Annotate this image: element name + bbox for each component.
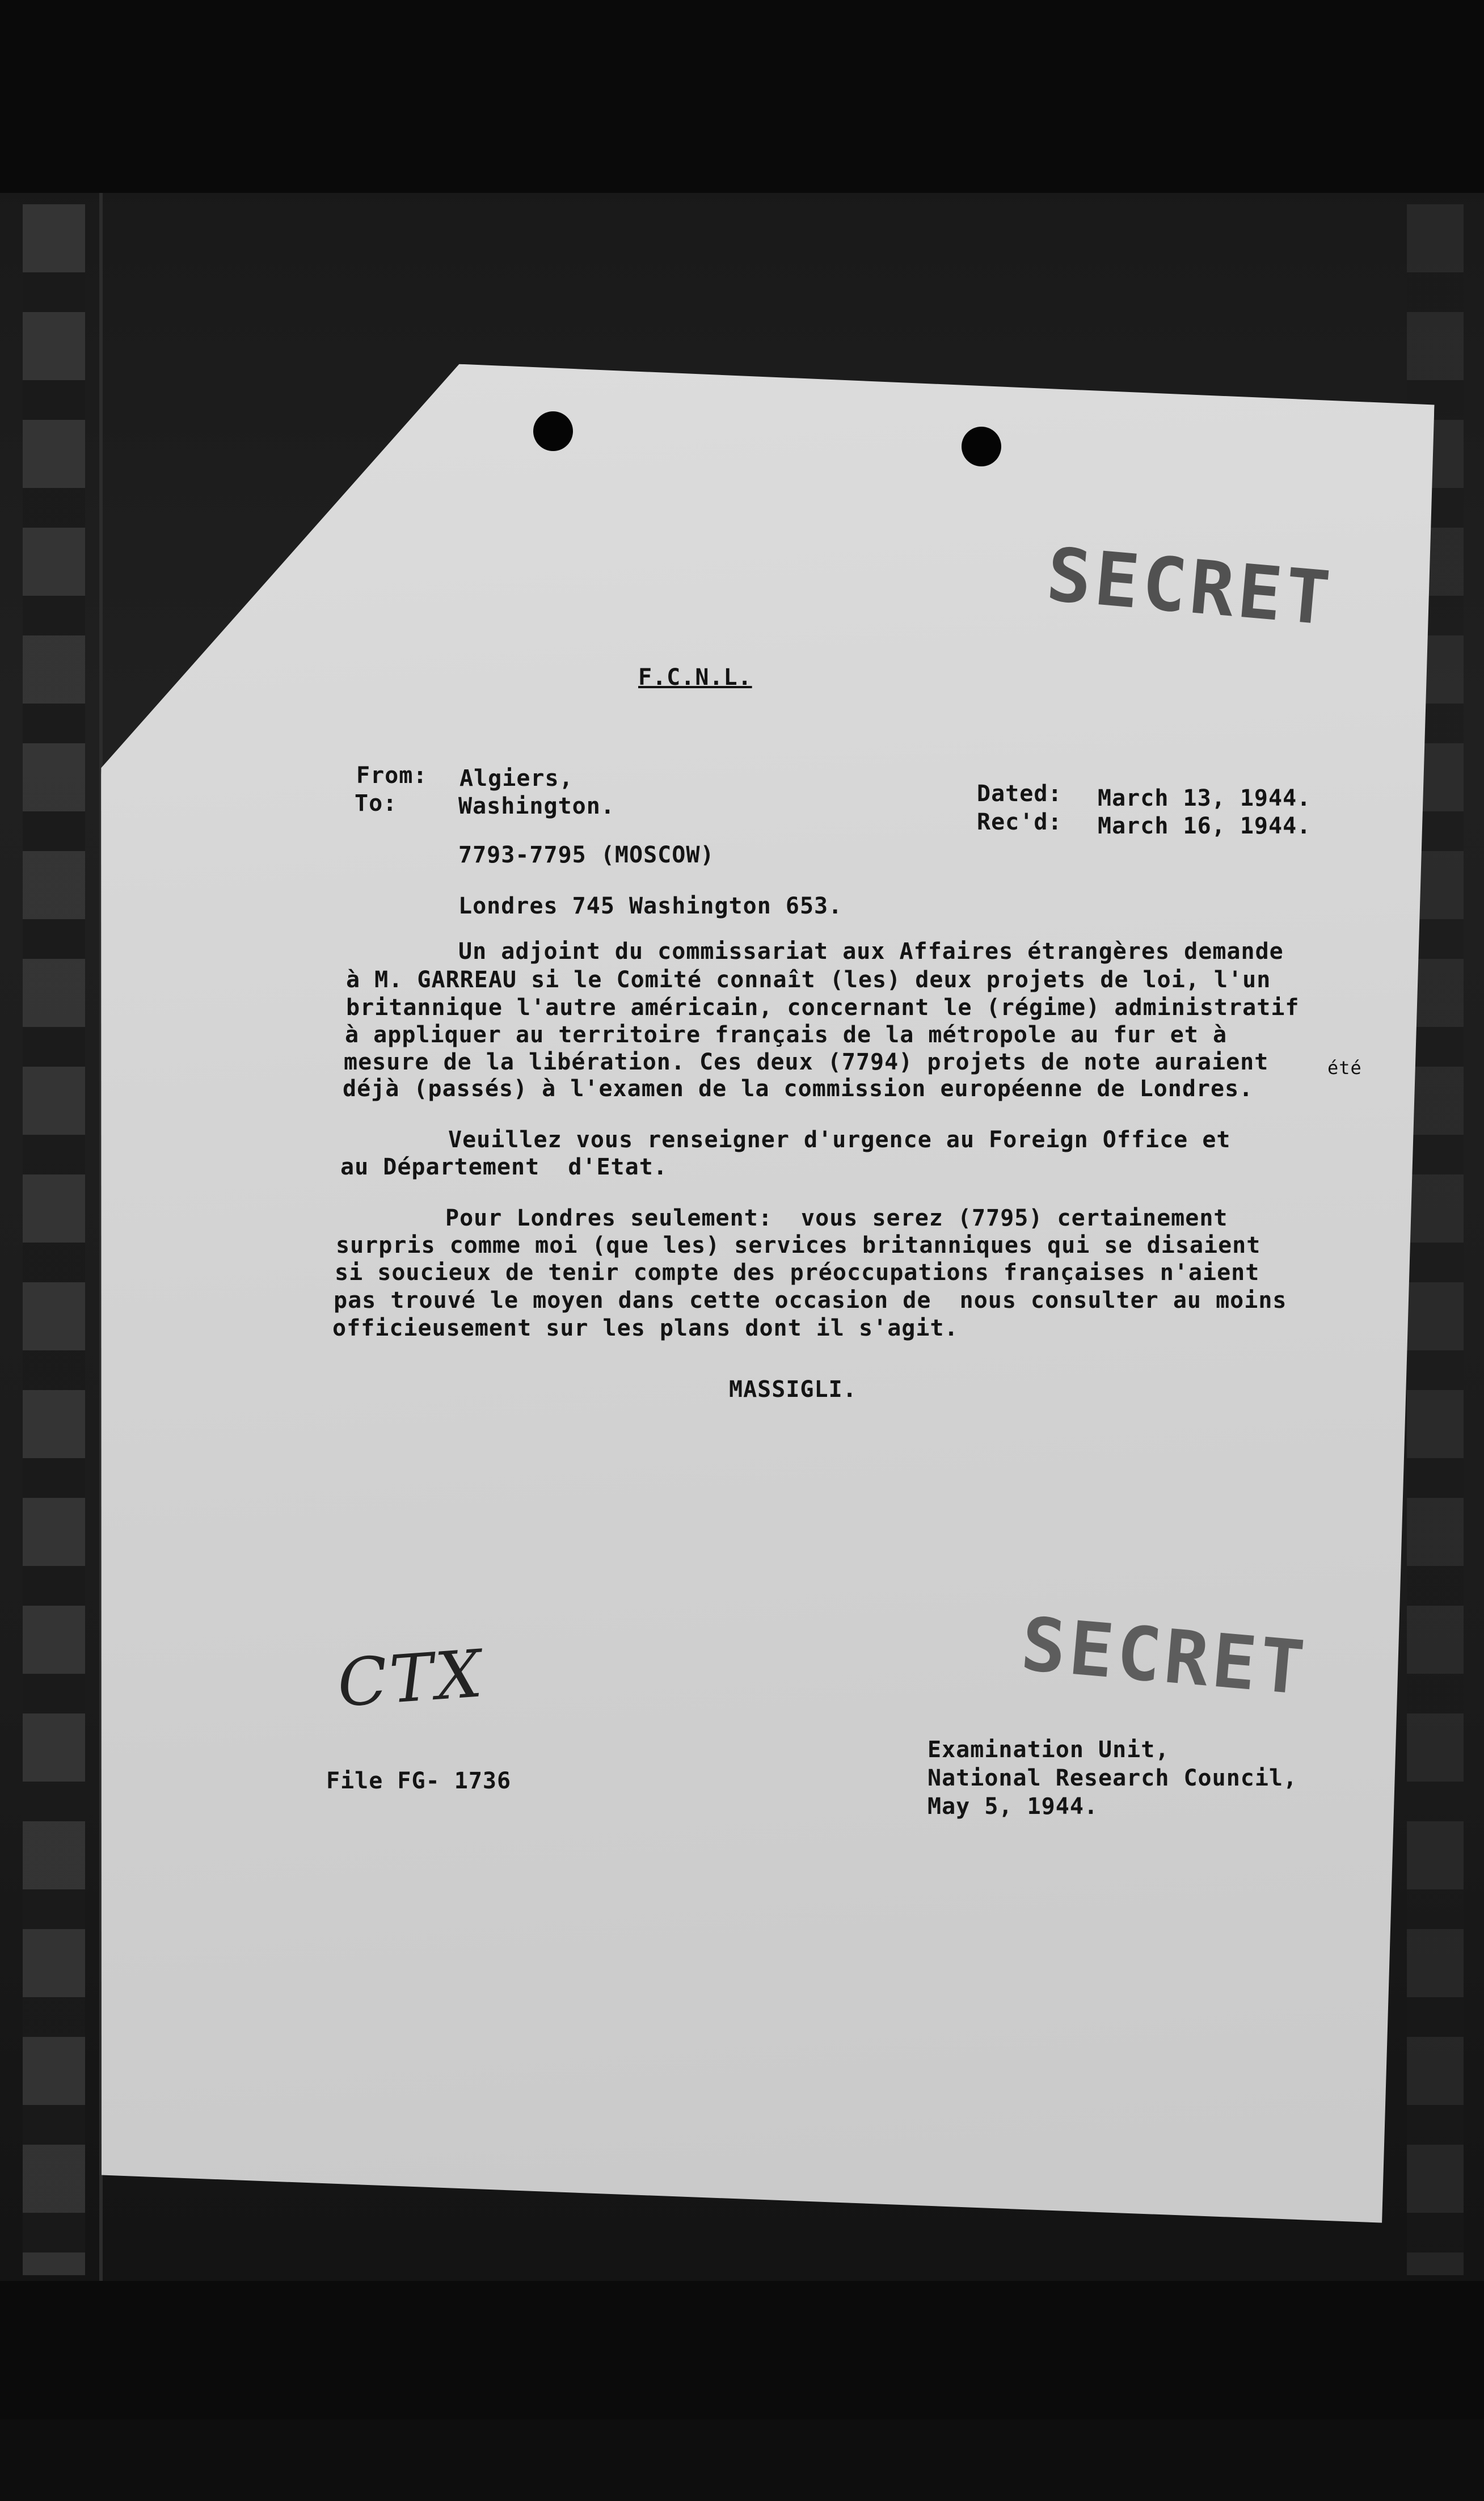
paragraph-2-line: au Département d'Etat.	[340, 1154, 668, 1180]
dated-value: March 13, 1944.	[1098, 785, 1312, 811]
paragraph-3-line: si soucieux de tenir compte des préoccupations françaises n'aient	[335, 1260, 1260, 1286]
secret-stamp-top: SECRET	[1043, 531, 1337, 642]
to-label: To:	[355, 790, 398, 816]
paragraph-1-line: Un adjoint du commissariat aux Affaires étrangères demande	[458, 938, 1284, 965]
file-number: File FG- 1736	[326, 1768, 512, 1794]
paragraph-1-line: à appliquer au territoire français de la métropole au fur et à	[345, 1022, 1228, 1048]
footer-line: National Research Council,	[928, 1765, 1298, 1791]
paragraph-3-line: pas trouvé le moyen dans cette occasion de nous consulter au moins	[334, 1287, 1287, 1313]
paragraph-1-line: déjà (passés) à l'examen de la commission européenne de Londres.	[343, 1076, 1254, 1102]
message-routing: Londres 745 Washington 653.	[458, 893, 843, 919]
received-value: March 16, 1944.	[1098, 813, 1312, 839]
paragraph-1-line: à M. GARREAU si le Comité connaît (les) deux projets de loi, l'un	[346, 967, 1271, 993]
message-reference: 7793-7795 (MOSCOW)	[458, 842, 715, 868]
document-header: F.C.N.L.	[638, 664, 752, 690]
footer-line: Examination Unit,	[928, 1737, 1170, 1763]
handwritten-note: CTX	[335, 1636, 487, 1722]
signature: MASSIGLI.	[729, 1376, 857, 1403]
paragraph-1-line: mesure de la libération. Ces deux (7794) projets de note auraient	[344, 1049, 1269, 1075]
from-label: From:	[356, 763, 428, 789]
secret-stamp-bottom: SECRET	[1018, 1601, 1312, 1712]
paragraph-3-line: officieusement sur les plans dont il s'agit.	[332, 1315, 959, 1341]
paragraph-2-line: Veuillez vous renseigner d'urgence au Foreign Office et	[448, 1127, 1231, 1153]
received-label: Rec'd:	[977, 809, 1063, 835]
from-value: Algiers,	[459, 765, 574, 791]
dated-label: Dated:	[977, 781, 1063, 807]
paragraph-3-line: surpris comme moi (que les) services britanniques qui se disaient	[336, 1232, 1261, 1258]
paragraph-1-insertion: été	[1327, 1057, 1362, 1079]
paragraph-1-line: britannique l'autre américain, concernant le (régime) administratif	[346, 995, 1300, 1021]
paragraph-3-line: Pour Londres seulement: vous serez (7795) certainement	[445, 1205, 1228, 1231]
footer-line: May 5, 1944.	[928, 1793, 1098, 1820]
to-value: Washington.	[458, 793, 615, 819]
